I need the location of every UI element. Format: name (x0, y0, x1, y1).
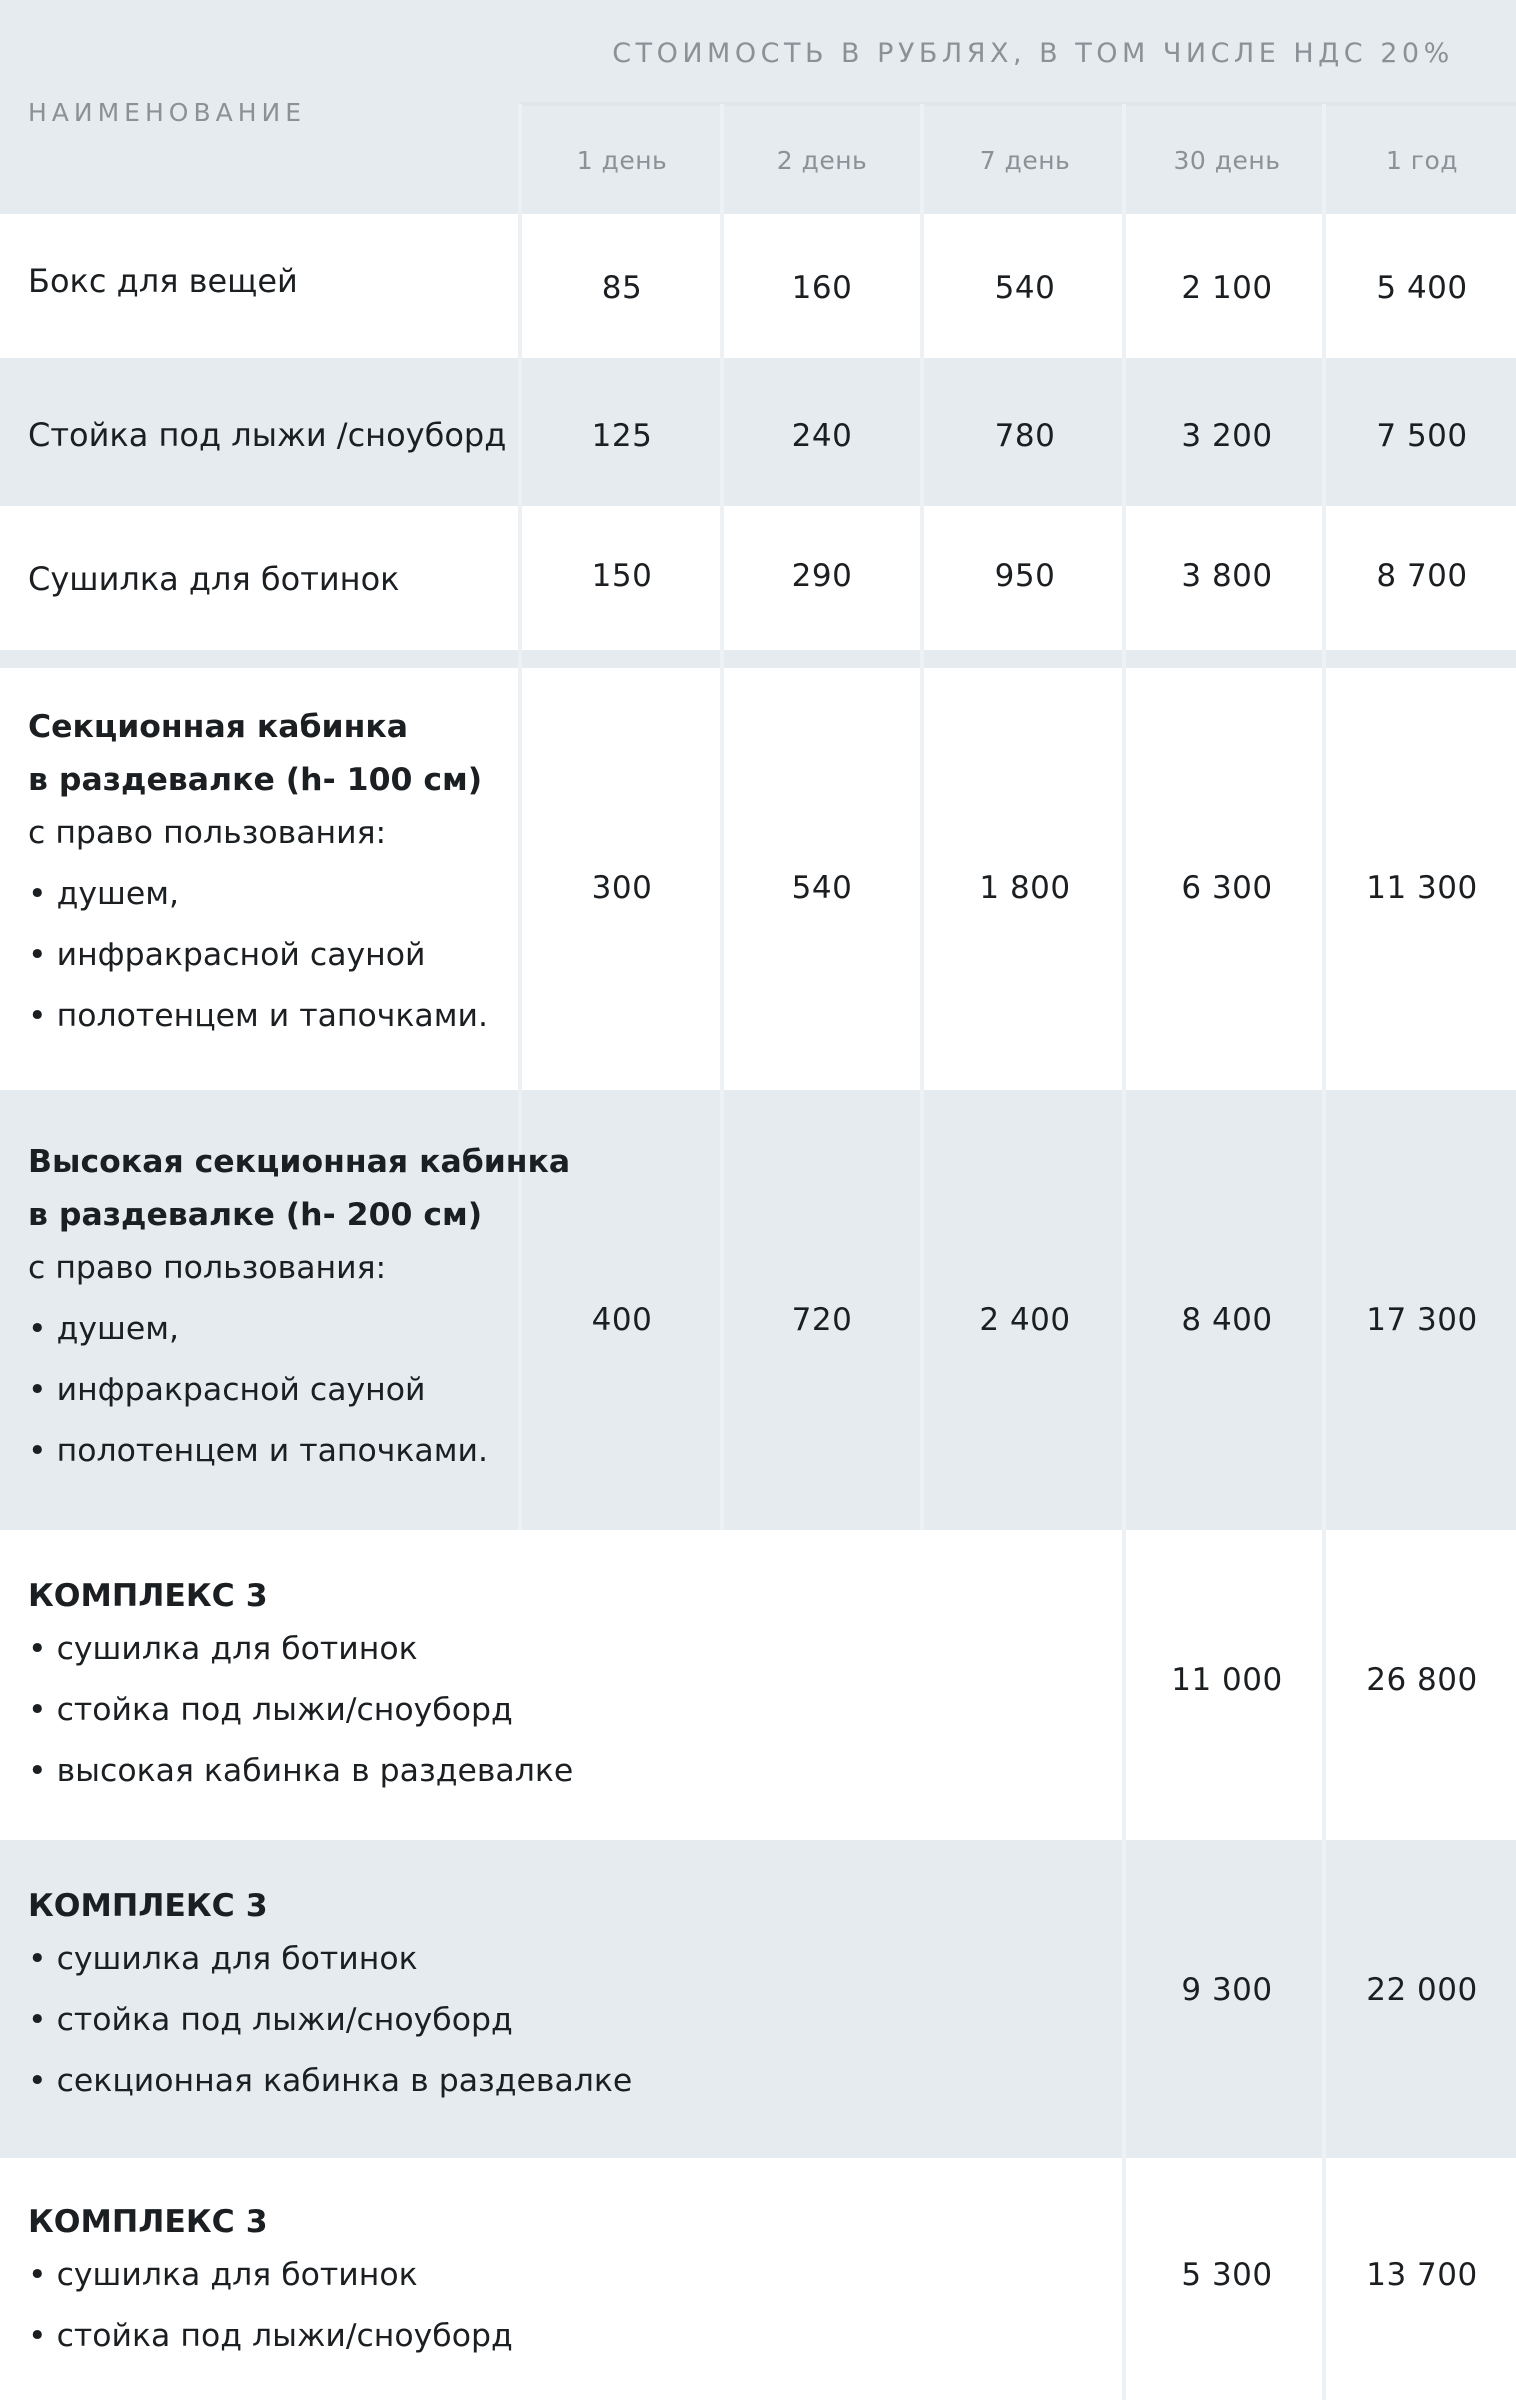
item-title-line: в раздевалке (h- 100 см) (28, 762, 483, 798)
item-detail-line: • стойка под лыжи/сноуборд (28, 1692, 513, 1728)
price-cell: 11 000 (1171, 1662, 1283, 1698)
price-cell: 780 (994, 418, 1056, 454)
price-cell: 400 (591, 1302, 653, 1338)
item-title-line: Высокая секционная кабинка (28, 1144, 571, 1180)
price-cell: 7 500 (1376, 418, 1468, 454)
price-cell: 8 700 (1376, 558, 1468, 594)
price-cell: 8 400 (1181, 1302, 1273, 1338)
price-cell: 26 800 (1366, 1662, 1478, 1698)
price-cell: 125 (591, 418, 653, 454)
item-title-line: КОМПЛЕКС 3 (28, 1888, 268, 1924)
item-detail-line: • инфракрасной сауной (28, 1372, 426, 1408)
item-description (28, 2204, 513, 2379)
column-header-period: 2 день (776, 146, 868, 175)
column-header-period: 7 день (979, 146, 1071, 175)
column-header-period: 1 год (1385, 146, 1459, 175)
item-description (28, 1144, 570, 1494)
item-detail-line: • инфракрасной сауной (28, 937, 426, 973)
item-title-line: в раздевалке (h- 200 см) (28, 1197, 483, 1233)
price-cell: 3 800 (1181, 558, 1273, 594)
column-header-cost: СТОИМОСТЬ В РУБЛЯХ, В ТОМ ЧИСЛЕ НДС 20% (612, 38, 1454, 69)
column-header-period: 30 день (1173, 146, 1281, 175)
item-title-line: КОМПЛЕКС 3 (28, 1578, 268, 1614)
item-description (28, 1578, 573, 1814)
price-cell: 300 (591, 870, 653, 906)
column-header-name: НАИМЕНОВАНИЕ (28, 98, 306, 127)
price-cell: 85 (601, 270, 643, 306)
item-description (28, 709, 488, 1059)
item-detail-line: с право пользования: (28, 1250, 387, 1286)
item-detail-line: • секционная кабинка в раздевалке (28, 2063, 633, 2099)
item-title-line: Секционная кабинка (28, 709, 408, 745)
item-name: Стойка под лыжи /сноуборд (28, 416, 507, 454)
item-description (28, 1888, 632, 2124)
price-cell: 3 200 (1181, 418, 1273, 454)
price-cell: 160 (791, 270, 853, 306)
item-detail-line: • душем, (28, 876, 179, 912)
header-divider (520, 102, 1516, 106)
item-detail-line: • сушилка для ботинок (28, 1941, 418, 1977)
item-detail-line: • полотенцем и тапочками. (28, 1433, 488, 1469)
item-detail-line: • полотенцем и тапочками. (28, 998, 488, 1034)
price-cell: 290 (791, 558, 853, 594)
item-detail-line: • стойка под лыжи/сноуборд (28, 2002, 513, 2038)
price-cell: 540 (994, 270, 1056, 306)
price-cell: 1 800 (979, 870, 1071, 906)
item-detail-line: • высокая кабинка в раздевалке (28, 1753, 574, 1789)
item-detail-line: • сушилка для ботинок (28, 2257, 418, 2293)
item-title-line: КОМПЛЕКС 3 (28, 2204, 268, 2240)
column-header-period: 1 день (576, 146, 668, 175)
item-detail-line: • сушилка для ботинок (28, 1631, 418, 1667)
price-cell: 17 300 (1366, 1302, 1478, 1338)
price-cell: 22 000 (1366, 1972, 1478, 2008)
price-cell: 5 300 (1181, 2257, 1273, 2293)
row-separator-band (0, 650, 1516, 668)
item-detail-line: с право пользования: (28, 815, 387, 851)
price-cell: 720 (791, 1302, 853, 1338)
item-detail-line: • стойка под лыжи/сноуборд (28, 2318, 513, 2354)
item-name: Бокс для вещей (28, 262, 298, 300)
price-cell: 11 300 (1366, 870, 1478, 906)
price-cell: 6 300 (1181, 870, 1273, 906)
price-cell: 2 100 (1181, 270, 1273, 306)
price-cell: 540 (791, 870, 853, 906)
price-cell: 13 700 (1366, 2257, 1478, 2293)
item-name: Сушилка для ботинок (28, 560, 400, 598)
price-cell: 5 400 (1376, 270, 1468, 306)
price-cell: 2 400 (979, 1302, 1071, 1338)
price-cell: 150 (591, 558, 653, 594)
item-detail-line: • душем, (28, 1311, 179, 1347)
price-cell: 950 (994, 558, 1056, 594)
price-cell: 9 300 (1181, 1972, 1273, 2008)
price-cell: 240 (791, 418, 853, 454)
